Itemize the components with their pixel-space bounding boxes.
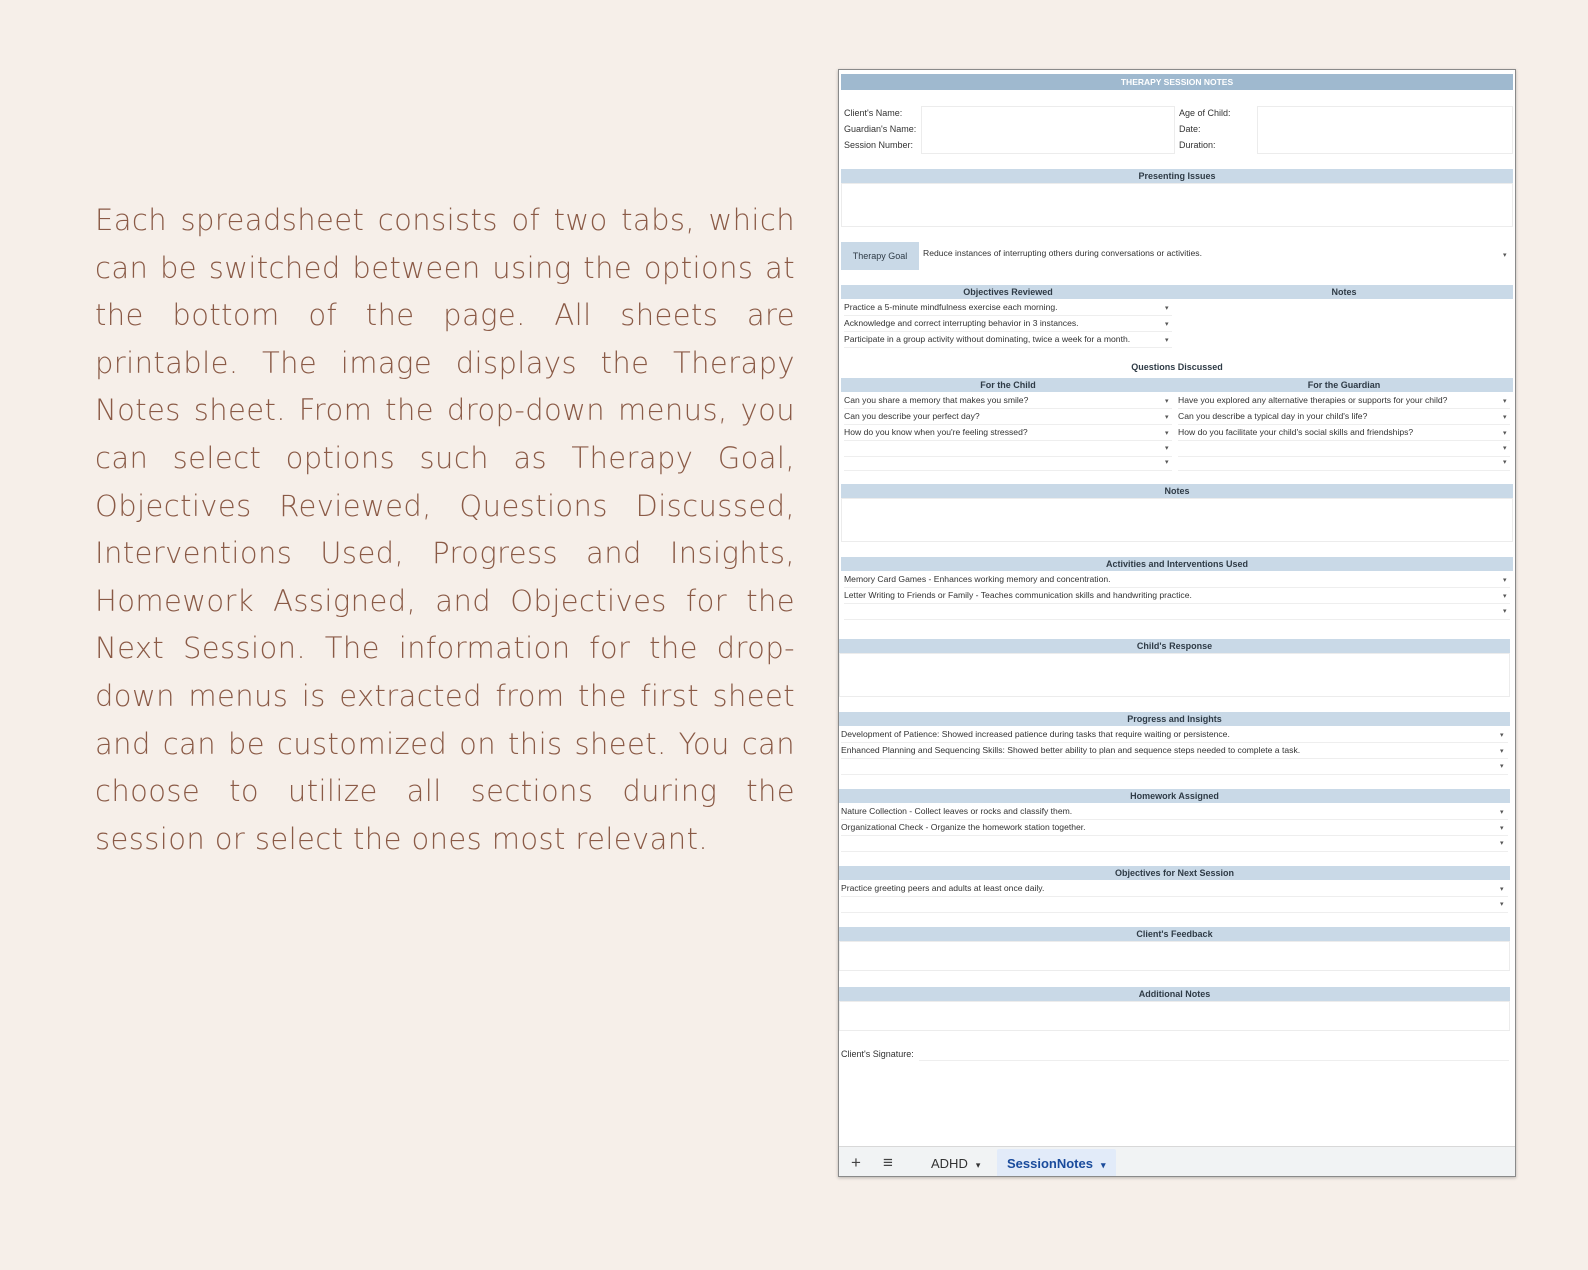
therapy-goal-dropdown-icon[interactable]: ▾: [1503, 252, 1507, 259]
guardian-question-row[interactable]: How do you facilitate your child's social skills and friendships?: [1178, 425, 1510, 441]
dropdown-icon[interactable]: ▾: [1503, 398, 1507, 405]
notes-section-cell[interactable]: [841, 498, 1513, 542]
dropdown-icon[interactable]: ▾: [1500, 901, 1504, 908]
childs-response-header: Child's Response: [839, 639, 1510, 653]
age-label: Age of Child:: [1179, 108, 1231, 118]
presenting-issues-header: Presenting Issues: [841, 169, 1513, 183]
tab-adhd-label: ADHD: [931, 1156, 968, 1171]
dropdown-icon[interactable]: ▾: [1500, 825, 1504, 832]
objective-row[interactable]: Acknowledge and correct interrupting behavior in 3 instances.: [844, 316, 1172, 332]
questions-discussed-header: Questions Discussed: [1131, 362, 1223, 372]
dropdown-icon[interactable]: ▾: [1500, 748, 1504, 755]
additional-notes-header: Additional Notes: [839, 987, 1510, 1001]
spreadsheet-preview: [838, 69, 1516, 1177]
description-text: Each spreadsheet consists of two tabs, which can be switched between using the options at the bottom of the page. All sheets are printable. The image displays the Therapy Notes sheet. From the drop-down menus, you can select options such as Therapy Goal, Objectives Reviewed, Questions Discussed, Interventions Used, Progress and Insights, Homework Assigned, and Objectives for the Next Session. The information for the drop-down menus is extracted from the first sheet and can be customized on this sheet. You can choose to utilize all sections during the session or select the ones most relevant.: [95, 203, 795, 856]
activity-row[interactable]: [844, 604, 1510, 620]
progress-header: Progress and Insights: [839, 712, 1510, 726]
for-child-header: For the Child: [841, 378, 1175, 392]
dropdown-icon[interactable]: ▾: [1503, 414, 1507, 421]
dropdown-icon[interactable]: ▾: [1165, 459, 1169, 466]
tab-session-notes-label: SessionNotes: [1007, 1156, 1093, 1171]
additional-notes-cell[interactable]: [839, 1001, 1510, 1031]
dropdown-icon[interactable]: ▾: [1503, 593, 1507, 600]
dropdown-icon[interactable]: ▾: [1165, 321, 1169, 328]
tab-session-notes[interactable]: [997, 1149, 1116, 1177]
next-objective-row[interactable]: Practice greeting peers and adults at least once daily.: [841, 881, 1508, 897]
homework-row[interactable]: Nature Collection - Collect leaves or rocks and classify them.: [841, 804, 1508, 820]
next-objective-row[interactable]: [841, 897, 1508, 913]
activities-header: Activities and Interventions Used: [841, 557, 1513, 571]
add-sheet-icon[interactable]: +: [851, 1153, 861, 1172]
homework-row[interactable]: [841, 836, 1508, 852]
dropdown-icon[interactable]: ▾: [1165, 414, 1169, 421]
guardian-question-row[interactable]: Can you describe a typical day in your child's life?: [1178, 409, 1510, 425]
dropdown-icon[interactable]: ▾: [1165, 398, 1169, 405]
next-objectives-header: Objectives for Next Session: [839, 866, 1510, 880]
therapy-goal-value[interactable]: Reduce instances of interrupting others during conversations or activities.: [923, 248, 1202, 258]
progress-row[interactable]: Development of Patience: Showed increased patience during tasks that require waiting or persistence.: [841, 727, 1508, 743]
info-right-input[interactable]: [1257, 106, 1513, 154]
sheet-title: THERAPY SESSION NOTES: [841, 74, 1513, 90]
childs-response-cell[interactable]: [839, 653, 1510, 697]
dropdown-icon[interactable]: ▾: [1500, 809, 1504, 816]
all-sheets-menu-icon[interactable]: ≡: [883, 1153, 893, 1172]
notes-section-header: Notes: [841, 484, 1513, 498]
activity-row[interactable]: Memory Card Games - Enhances working memory and concentration.: [844, 572, 1510, 588]
dropdown-icon[interactable]: ▾: [1503, 445, 1507, 452]
notes-header: Notes: [1175, 285, 1513, 299]
signature-label: Client's Signature:: [841, 1049, 914, 1059]
progress-row[interactable]: Enhanced Planning and Sequencing Skills: Showed better ability to plan and sequence steps needed to complete a task.: [841, 743, 1508, 759]
dropdown-icon[interactable]: ▾: [1503, 459, 1507, 466]
dropdown-icon[interactable]: ▾: [1165, 305, 1169, 312]
objective-row[interactable]: Participate in a group activity without dominating, twice a week for a month.: [844, 332, 1172, 348]
child-question-row[interactable]: Can you share a memory that makes you smile?: [844, 393, 1172, 409]
date-label: Date:: [1179, 124, 1201, 134]
homework-header: Homework Assigned: [839, 789, 1510, 803]
for-guardian-header: For the Guardian: [1175, 378, 1513, 392]
dropdown-icon[interactable]: ▾: [1500, 840, 1504, 847]
client-name-label: Client's Name:: [844, 108, 903, 118]
child-question-row[interactable]: How do you know when you're feeling stressed?: [844, 425, 1172, 441]
dropdown-icon[interactable]: ▾: [1503, 608, 1507, 615]
child-question-row[interactable]: [844, 455, 1172, 471]
therapy-goal-label: Therapy Goal: [841, 242, 919, 270]
signature-line[interactable]: [919, 1060, 1509, 1061]
child-question-row[interactable]: Can you describe your perfect day?: [844, 409, 1172, 425]
feedback-header: Client's Feedback: [839, 927, 1510, 941]
session-number-label: Session Number:: [844, 140, 914, 150]
dropdown-icon[interactable]: ▾: [1503, 430, 1507, 437]
tab-adhd-chevron-down-icon[interactable]: ▾: [975, 1160, 981, 1170]
sheet-tab-bar: [839, 1146, 1516, 1177]
progress-row[interactable]: [841, 759, 1508, 775]
guardian-question-row[interactable]: Have you explored any alternative therapies or supports for your child?: [1178, 393, 1510, 409]
guardian-name-label: Guardian's Name:: [844, 124, 917, 134]
info-left-input[interactable]: [921, 106, 1175, 154]
feedback-cell[interactable]: [839, 941, 1510, 971]
tab-session-notes-chevron-down-icon[interactable]: ▾: [1100, 1160, 1106, 1170]
dropdown-icon[interactable]: ▾: [1165, 337, 1169, 344]
dropdown-icon[interactable]: ▾: [1500, 763, 1504, 770]
duration-label: Duration:: [1179, 140, 1216, 150]
activity-row[interactable]: Letter Writing to Friends or Family - Teaches communication skills and handwriting practice.: [844, 588, 1510, 604]
objectives-reviewed-header: Objectives Reviewed: [841, 285, 1175, 299]
dropdown-icon[interactable]: ▾: [1165, 430, 1169, 437]
dropdown-icon[interactable]: ▾: [1500, 886, 1504, 893]
presenting-issues-cell[interactable]: [841, 183, 1513, 227]
objective-row[interactable]: Practice a 5-minute mindfulness exercise each morning.: [844, 300, 1172, 316]
dropdown-icon[interactable]: ▾: [1165, 445, 1169, 452]
tab-adhd[interactable]: [921, 1149, 990, 1177]
guardian-question-row[interactable]: [1178, 455, 1510, 471]
dropdown-icon[interactable]: ▾: [1500, 732, 1504, 739]
homework-row[interactable]: Organizational Check - Organize the homework station together.: [841, 820, 1508, 836]
dropdown-icon[interactable]: ▾: [1503, 577, 1507, 584]
